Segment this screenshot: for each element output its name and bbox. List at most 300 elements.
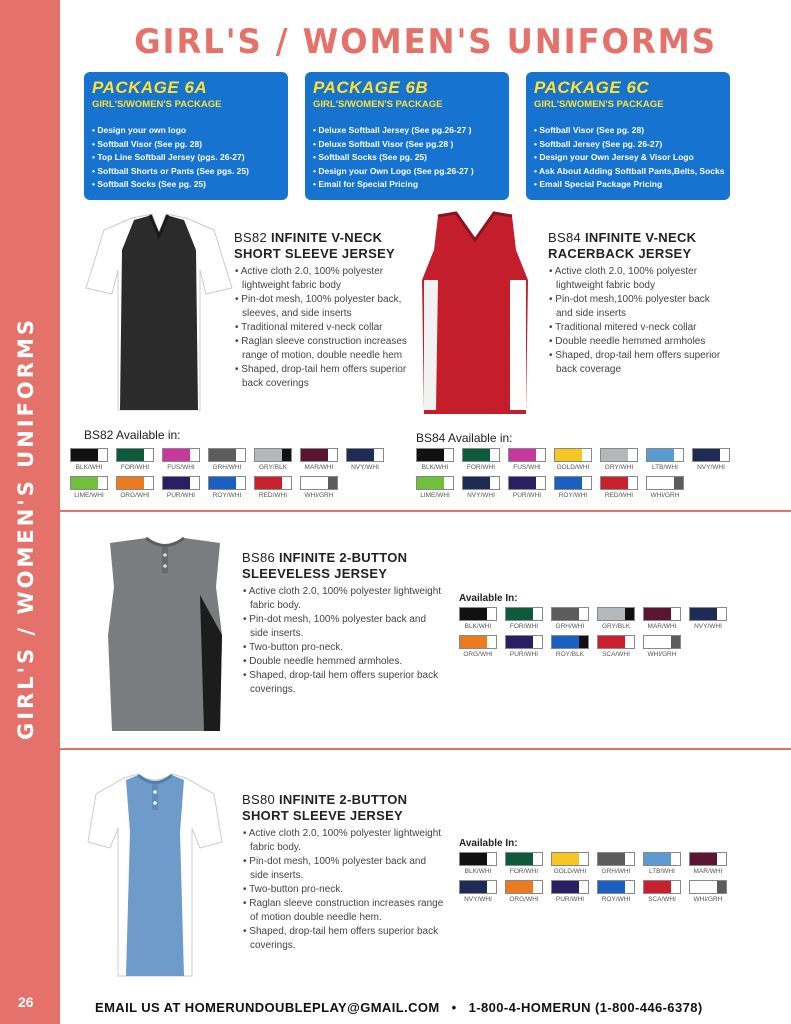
swatch-secondary (671, 853, 680, 865)
footer-phone: 1-800-4-HOMERUN (1-800-446-6378) (468, 1000, 703, 1015)
swatch-colors (551, 635, 589, 649)
swatch-label: NVY/WHI (351, 464, 379, 471)
package-item: • Ask About Adding Softball Pants,Belts, Socks (534, 165, 722, 179)
feature-item: • Active cloth 2.0, 100% polyester lightweight fabric body (548, 265, 728, 293)
feature-item: • Double needle hemmed armholes. (242, 655, 447, 669)
swatch-label: LTB/WHI (652, 464, 678, 471)
swatch-label: NVY/WHI (697, 464, 725, 471)
bs84-jersey-image (410, 210, 540, 420)
color-swatch (692, 448, 730, 471)
section-divider (60, 510, 791, 512)
color-swatch (597, 635, 635, 658)
swatch-primary (552, 636, 579, 648)
swatch-primary (209, 477, 236, 489)
color-swatch (116, 448, 154, 471)
swatch-primary (647, 449, 674, 461)
package-subtitle: GIRL'S/WOMEN'S PACKAGE (534, 99, 664, 110)
feature-item: • Traditional mitered v-neck collar (234, 321, 409, 335)
swatch-primary (601, 449, 628, 461)
bs80-description (242, 792, 447, 953)
swatch-primary (463, 449, 490, 461)
product-name-line2: SHORT SLEEVE JERSEY (242, 808, 404, 823)
swatch-label: ROY/WHI (601, 896, 631, 903)
swatch-colors (505, 607, 543, 621)
color-swatch (505, 880, 543, 903)
swatch-label: GRH/WHI (212, 464, 242, 471)
color-swatch (508, 476, 546, 499)
color-swatch (551, 607, 589, 630)
swatch-secondary (579, 853, 588, 865)
color-swatch (551, 880, 589, 903)
feature-item: • Active cloth 2.0, 100% polyester lightweight fabric body. (242, 827, 447, 855)
color-swatch (162, 448, 200, 471)
swatch-secondary (717, 608, 726, 620)
swatch-secondary (671, 608, 680, 620)
package-6a (84, 72, 288, 200)
swatch-colors (643, 880, 681, 894)
bs84-available-label: BS84 Available in: (416, 431, 513, 445)
swatch-secondary (487, 881, 496, 893)
swatch-label: RED/WHI (258, 492, 288, 499)
swatch-colors (643, 852, 681, 866)
package-item: • Softball Socks (See pg. 25) (92, 178, 280, 192)
swatch-label: FOR/WHI (120, 464, 150, 471)
color-swatch (416, 448, 454, 471)
swatch-primary (209, 449, 236, 461)
swatch-secondary (144, 449, 153, 461)
package-6c (526, 72, 730, 200)
swatch-primary (598, 881, 625, 893)
package-subtitle: GIRL'S/WOMEN'S PACKAGE (92, 99, 222, 110)
swatch-label: BLK/WHI (421, 464, 449, 471)
swatch-colors (646, 448, 684, 462)
swatch-colors (505, 852, 543, 866)
package-title: PACKAGE 6C (534, 78, 650, 97)
swatch-colors (692, 448, 730, 462)
color-swatch (254, 476, 292, 499)
color-swatch (505, 852, 543, 875)
product-name-line1: INFINITE 2-BUTTON (278, 792, 408, 807)
feature-item: • Double needle hemmed armholes (548, 335, 728, 349)
bs86-color-swatches (459, 607, 727, 658)
swatch-colors (643, 635, 681, 649)
color-swatch (646, 448, 684, 471)
swatch-secondary (579, 636, 588, 648)
swatch-colors (689, 880, 727, 894)
swatch-primary (460, 853, 487, 865)
color-swatch (300, 476, 338, 499)
swatch-primary (644, 636, 671, 648)
package-item: • Softball Jersey (See pg. 26-27) (534, 138, 722, 152)
swatch-secondary (490, 477, 499, 489)
swatch-secondary (487, 608, 496, 620)
feature-item: • Active cloth 2.0, 100% polyester lightweight fabric body. (242, 585, 447, 613)
swatch-secondary (487, 853, 496, 865)
swatch-secondary (671, 881, 680, 893)
swatch-colors (554, 476, 592, 490)
swatch-primary (552, 608, 579, 620)
swatch-label: NVY/WHI (694, 623, 722, 630)
swatch-primary (506, 881, 533, 893)
swatch-colors (416, 476, 454, 490)
color-swatch (70, 476, 108, 499)
swatch-colors (462, 476, 500, 490)
swatch-label: WHI/GRH (650, 492, 680, 499)
swatch-primary (460, 881, 487, 893)
color-swatch (416, 476, 454, 499)
color-swatch (70, 448, 108, 471)
bs80-available-label: Available In: (459, 838, 518, 849)
swatch-label: SCA/WHI (602, 651, 630, 658)
section-divider (60, 748, 791, 750)
feature-item: • Active cloth 2.0, 100% polyester lightweight fabric body (234, 265, 409, 293)
color-swatch (459, 607, 497, 630)
swatch-label: PUR/WHI (555, 896, 585, 903)
swatch-primary (690, 881, 717, 893)
swatch-primary (509, 477, 536, 489)
product-code: BS82 (234, 230, 268, 245)
swatch-colors (508, 448, 546, 462)
color-swatch (208, 476, 246, 499)
swatch-label: GRH/WHI (601, 868, 631, 875)
swatch-colors (597, 635, 635, 649)
swatch-colors (162, 448, 200, 462)
swatch-secondary (579, 881, 588, 893)
package-item: • Softball Shorts or Pants (See pgs. 25) (92, 165, 280, 179)
color-swatch (554, 476, 592, 499)
swatch-label: FOR/WHI (466, 464, 496, 471)
swatch-primary (601, 477, 628, 489)
bs82-color-swatches (70, 448, 384, 499)
swatch-colors (689, 607, 727, 621)
feature-item: • Pin-dot mesh, 100% polyester back and side inserts. (242, 855, 447, 883)
package-item: • Email Special Package Pricing (534, 178, 722, 192)
swatch-secondary (625, 881, 634, 893)
sidebar (0, 0, 60, 1024)
swatch-primary (117, 449, 144, 461)
bs82-description (234, 230, 409, 391)
package-subtitle: GIRL'S/WOMEN'S PACKAGE (313, 99, 443, 110)
swatch-primary (301, 477, 328, 489)
swatch-label: SCA/WHI (648, 896, 676, 903)
bs86-jersey-image (90, 535, 240, 735)
color-swatch (689, 880, 727, 903)
swatch-label: GRY/BLK (258, 464, 288, 471)
swatch-colors (597, 607, 635, 621)
swatch-secondary (533, 853, 542, 865)
swatch-secondary (328, 477, 337, 489)
swatch-label: NVY/WHI (467, 492, 495, 499)
swatch-label: PUR/WHI (166, 492, 196, 499)
color-swatch (643, 880, 681, 903)
feature-item: • Shaped, drop-tail hem offers superior back coverage (548, 349, 728, 377)
package-item: • Design your Own Jersey & Visor Logo (534, 151, 722, 165)
swatch-label: GOLD/WHI (556, 464, 590, 471)
swatch-label: FOR/WHI (509, 623, 539, 630)
swatch-secondary (533, 636, 542, 648)
swatch-label: ROY/BLK (555, 651, 585, 658)
color-swatch (597, 880, 635, 903)
bs80-jersey-image (80, 772, 230, 982)
swatch-label: GRY/WHI (604, 464, 634, 471)
swatch-secondary (720, 449, 729, 461)
swatch-colors (554, 448, 592, 462)
swatch-primary (644, 853, 671, 865)
package-items (92, 124, 280, 192)
swatch-secondary (444, 477, 453, 489)
color-swatch (505, 635, 543, 658)
product-name-line2: RACERBACK JERSEY (548, 246, 692, 261)
swatch-secondary (717, 853, 726, 865)
swatch-secondary (625, 853, 634, 865)
swatch-primary (598, 636, 625, 648)
swatch-secondary (582, 449, 591, 461)
swatch-colors (505, 635, 543, 649)
swatch-primary (71, 477, 98, 489)
swatch-label: LIME/WHI (420, 492, 450, 499)
swatch-colors (300, 448, 338, 462)
color-swatch (116, 476, 154, 499)
color-swatch (254, 448, 292, 471)
swatch-secondary (536, 449, 545, 461)
swatch-primary (463, 477, 490, 489)
swatch-primary (163, 449, 190, 461)
package-item: • Design your Own Logo (See pg.26-27 ) (313, 165, 501, 179)
swatch-secondary (671, 636, 680, 648)
color-swatch (646, 476, 684, 499)
swatch-colors (551, 607, 589, 621)
package-item: • Softball Visor (See pg. 28) (92, 138, 280, 152)
package-item: • Softball Socks (See pg. 25) (313, 151, 501, 165)
swatch-colors (208, 476, 246, 490)
footer-bullet: • (451, 1000, 457, 1015)
swatch-secondary (190, 449, 199, 461)
product-title (548, 230, 728, 246)
swatch-primary (255, 449, 282, 461)
swatch-secondary (98, 477, 107, 489)
swatch-secondary (282, 449, 291, 461)
swatch-primary (555, 449, 582, 461)
swatch-primary (506, 608, 533, 620)
feature-item: • Shaped, drop-tail hem offers superior back coverings (234, 363, 409, 391)
feature-item: • Shaped, drop-tail hem offers superior back coverings. (242, 925, 447, 953)
page-title: GIRL'S / WOMEN'S UNIFORMS (134, 22, 717, 62)
package-6b (305, 72, 509, 200)
swatch-secondary (144, 477, 153, 489)
swatch-label: GRY/BLK (601, 623, 631, 630)
swatch-colors (459, 635, 497, 649)
swatch-colors (646, 476, 684, 490)
color-swatch (300, 448, 338, 471)
swatch-secondary (674, 477, 683, 489)
package-item: • Top Line Softball Jersey (pgs. 26-27) (92, 151, 280, 165)
color-swatch (459, 880, 497, 903)
swatch-label: ORG/WHI (509, 896, 539, 903)
swatch-colors (551, 852, 589, 866)
swatch-primary (552, 881, 579, 893)
color-swatch (508, 448, 546, 471)
feature-list (242, 827, 447, 953)
swatch-label: NVY/WHI (464, 896, 492, 903)
product-code: BS80 (242, 792, 276, 807)
swatch-primary (690, 608, 717, 620)
swatch-label: BLK/WHI (464, 623, 492, 630)
swatch-secondary (628, 477, 637, 489)
color-swatch (600, 448, 638, 471)
package-title: PACKAGE 6B (313, 78, 429, 97)
swatch-label: ROY/WHI (212, 492, 242, 499)
footer-contact (95, 1000, 703, 1015)
bs86-available-label: Available In: (459, 593, 518, 604)
color-swatch (643, 852, 681, 875)
feature-list (548, 265, 728, 377)
swatch-primary (506, 636, 533, 648)
swatch-label: PUR/WHI (512, 492, 542, 499)
swatch-secondary (582, 477, 591, 489)
swatch-label: ORG/WHI (120, 492, 150, 499)
swatch-colors (508, 476, 546, 490)
color-swatch (643, 635, 681, 658)
product-name-line1: INFINITE 2-BUTTON (278, 550, 408, 565)
swatch-label: ROY/WHI (558, 492, 588, 499)
swatch-label: FUS/WHI (167, 464, 195, 471)
color-swatch (505, 607, 543, 630)
swatch-label: PUR/WHI (509, 651, 539, 658)
swatch-primary (301, 449, 328, 461)
feature-item: • Pin-dot mesh, 100% polyester back and side inserts. (242, 613, 447, 641)
swatch-primary (347, 449, 374, 461)
swatch-colors (459, 607, 497, 621)
swatch-primary (690, 853, 717, 865)
swatch-colors (416, 448, 454, 462)
color-swatch (462, 448, 500, 471)
swatch-colors (600, 476, 638, 490)
package-title: PACKAGE 6A (92, 78, 208, 97)
swatch-label: WHI/GRH (647, 651, 677, 658)
swatch-primary (644, 608, 671, 620)
swatch-secondary (533, 608, 542, 620)
bs82-available-label: BS82 Available in: (84, 428, 181, 442)
package-item: • Design your own logo (92, 124, 280, 138)
bs82-jersey-image (84, 210, 234, 420)
swatch-colors (459, 852, 497, 866)
swatch-label: RED/WHI (604, 492, 634, 499)
swatch-primary (117, 477, 144, 489)
feature-item: • Raglan sleeve construction increases range of motion, double needle hem (234, 335, 409, 363)
swatch-colors (116, 448, 154, 462)
swatch-label: BLK/WHI (464, 868, 492, 875)
swatch-primary (71, 449, 98, 461)
swatch-secondary (374, 449, 383, 461)
footer-email: EMAIL US AT HOMERUNDOUBLEPLAY@GMAIL.COM (95, 1000, 440, 1015)
bs84-description (548, 230, 728, 377)
swatch-secondary (536, 477, 545, 489)
product-name-line2: SHORT SLEEVE JERSEY (234, 246, 396, 261)
swatch-label: FOR/WHI (509, 868, 539, 875)
color-swatch (462, 476, 500, 499)
product-code: BS86 (242, 550, 276, 565)
feature-item: • Pin-dot mesh,100% polyester back and side inserts (548, 293, 728, 321)
color-swatch (208, 448, 246, 471)
feature-item: • Pin-dot mesh, 100% polyester back, sleeves, and side inserts (234, 293, 409, 321)
swatch-primary (552, 853, 579, 865)
swatch-secondary (625, 608, 634, 620)
swatch-secondary (236, 477, 245, 489)
swatch-colors (551, 880, 589, 894)
feature-list (234, 265, 409, 391)
swatch-colors (70, 448, 108, 462)
swatch-secondary (490, 449, 499, 461)
color-swatch (346, 448, 384, 471)
color-swatch (597, 852, 635, 875)
sidebar-title: GIRL'S / WOMEN'S UNIFORMS (14, 317, 38, 740)
swatch-colors (346, 448, 384, 462)
swatch-label: LIME/WHI (74, 492, 104, 499)
swatch-colors (254, 448, 292, 462)
swatch-primary (598, 608, 625, 620)
swatch-primary (598, 853, 625, 865)
feature-item: • Raglan sleeve construction increases range of motion double needle hem. (242, 897, 447, 925)
swatch-label: FUS/WHI (513, 464, 541, 471)
swatch-label: GOLD/WHI (553, 868, 587, 875)
package-item: • Deluxe Softball Visor (See pg.28 ) (313, 138, 501, 152)
swatch-secondary (579, 608, 588, 620)
swatch-colors (254, 476, 292, 490)
swatch-secondary (717, 881, 726, 893)
swatch-label: WHI/GRH (304, 492, 334, 499)
feature-item: • Shaped, drop-tail hem offers superior back coverings. (242, 669, 447, 697)
swatch-primary (509, 449, 536, 461)
swatch-colors (597, 880, 635, 894)
swatch-colors (643, 607, 681, 621)
color-swatch (551, 635, 589, 658)
swatch-secondary (628, 449, 637, 461)
swatch-colors (208, 448, 246, 462)
swatch-secondary (533, 881, 542, 893)
swatch-secondary (328, 449, 337, 461)
color-swatch (459, 852, 497, 875)
swatch-label: LTB/WHI (649, 868, 675, 875)
swatch-colors (300, 476, 338, 490)
color-swatch (554, 448, 592, 471)
color-swatch (600, 476, 638, 499)
swatch-primary (506, 853, 533, 865)
swatch-label: MAR/WHI (647, 623, 677, 630)
color-swatch (643, 607, 681, 630)
swatch-primary (460, 636, 487, 648)
color-swatch (162, 476, 200, 499)
product-name-line1: INFINITE V-NECK (270, 230, 383, 245)
color-swatch (551, 852, 589, 875)
product-name-line1: INFINITE V-NECK (584, 230, 697, 245)
swatch-colors (505, 880, 543, 894)
swatch-primary (644, 881, 671, 893)
package-item: • Softball Visor (See pg. 28) (534, 124, 722, 138)
swatch-secondary (190, 477, 199, 489)
color-swatch (689, 607, 727, 630)
swatch-colors (116, 476, 154, 490)
product-title (234, 230, 409, 246)
bs86-description (242, 550, 447, 697)
swatch-label: GRH/WHI (555, 623, 585, 630)
swatch-label: WHI/GRH (693, 896, 723, 903)
swatch-secondary (674, 449, 683, 461)
product-title (242, 792, 447, 808)
swatch-secondary (444, 449, 453, 461)
product-code: BS84 (548, 230, 582, 245)
swatch-primary (693, 449, 720, 461)
swatch-colors (600, 448, 638, 462)
